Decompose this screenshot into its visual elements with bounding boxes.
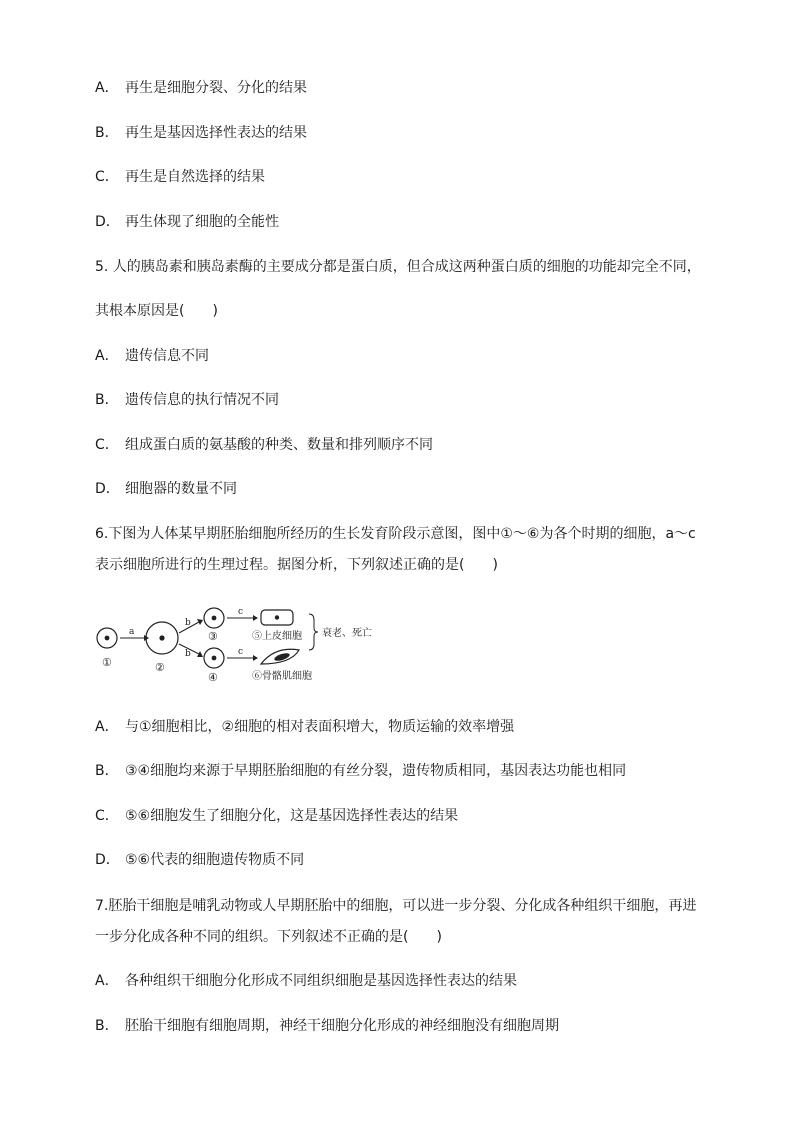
q7-option-a [95, 972, 517, 990]
q6-option-b [95, 762, 626, 780]
option-letter: C． [95, 437, 119, 453]
q5-option-c [95, 436, 433, 454]
label-c-up: c [238, 607, 244, 617]
cell-3-label: ③ [208, 630, 218, 643]
option-text: ③④细胞均来源于早期胚胎细胞的有丝分裂，遗传物质相同，基因表达功能也相同 [125, 763, 627, 779]
q5-stem-line1: 5. 人的胰岛素和胰岛素酶的主要成分都是蛋白质，但合成这两种蛋白质的细胞的功能却完全不同， [95, 259, 701, 275]
q5-option-b [95, 391, 279, 409]
option-letter: B． [95, 125, 119, 141]
option-letter: C． [95, 169, 119, 185]
cell-3-nucleus [212, 616, 217, 621]
label-c-down: c [238, 647, 244, 657]
cell-4-nucleus [212, 656, 217, 661]
option-letter: D． [95, 214, 120, 230]
q4-option-b [95, 124, 307, 142]
cell-development-diagram [95, 600, 395, 685]
option-text: 遗传信息的执行情况不同 [125, 392, 279, 408]
cell-5-label: ⑤上皮细胞 [252, 631, 302, 642]
option-text: 再生是基因选择性表达的结果 [125, 125, 307, 141]
q4-option-a [95, 79, 307, 97]
option-letter: A． [95, 973, 119, 989]
option-text: ⑤⑥代表的细胞遗传物质不同 [125, 852, 305, 868]
q7-stem-line2: 一步分化成各种不同的组织。下列叙述不正确的是( ) [95, 929, 442, 945]
option-letter: A． [95, 80, 119, 96]
q6-option-c [95, 807, 458, 825]
option-letter: B． [95, 1018, 119, 1034]
cell-5-nucleus [275, 615, 279, 619]
option-text: 再生是细胞分裂、分化的结果 [125, 80, 307, 96]
fate-label: 衰老、死亡 [322, 628, 372, 639]
label-b-up: b [185, 618, 191, 628]
q7-stem-line1: 7.胚胎干细胞是哺乳动物或人早期胚胎中的细胞，可以进一步分裂、分化成各种组织干细胞，再进 [95, 898, 697, 914]
option-letter: A． [95, 348, 119, 364]
option-letter: D． [95, 852, 120, 868]
option-letter: B． [95, 392, 119, 408]
q5-stem-line2: 其根本原因是( ) [95, 303, 218, 319]
cell-6-label: ⑥骨骼肌细胞 [252, 671, 312, 682]
option-letter: C． [95, 808, 119, 824]
option-text: 再生是自然选择的结果 [125, 169, 265, 185]
cell-1-nucleus [105, 636, 110, 641]
option-text: 细胞器的数量不同 [125, 481, 237, 497]
q6-option-a [95, 718, 514, 736]
option-text: 再生体现了细胞的全能性 [125, 214, 279, 230]
cell-6-nucleus [273, 652, 290, 663]
q4-option-d [95, 213, 279, 231]
label-b-down: b [185, 649, 191, 659]
q4-option-c [95, 168, 265, 186]
q5-option-a [95, 347, 209, 365]
option-letter: A． [95, 719, 119, 735]
cell-2-nucleus [159, 635, 164, 640]
option-letter: B． [95, 763, 119, 779]
option-text: 与①细胞相比，②细胞的相对表面积增大，物质运输的效率增强 [125, 719, 515, 735]
cell-4-label: ④ [208, 671, 218, 684]
q6-option-d [95, 851, 304, 869]
option-text: ⑤⑥细胞发生了细胞分化，这是基因选择性表达的结果 [125, 808, 459, 824]
option-text: 各种组织干细胞分化形成不同组织细胞是基因选择性表达的结果 [125, 973, 517, 989]
label-a: a [129, 627, 135, 637]
option-text: 遗传信息不同 [125, 348, 209, 364]
option-letter: D． [95, 481, 120, 497]
q6-stem-line1: 6.下图为人体某早期胚胎细胞所经历的生长发育阶段示意图，图中①～⑥为各个时期的细胞，a～c [95, 526, 696, 542]
option-text: 组成蛋白质的氨基酸的种类、数量和排列顺序不同 [125, 437, 433, 453]
q5-option-d [95, 480, 237, 498]
q6-stem-line2: 表示细胞所进行的生理过程。据图分析，下列叙述正确的是( ) [95, 557, 498, 573]
q7-option-b [95, 1017, 559, 1035]
cell-2-label: ② [155, 661, 165, 674]
option-text: 胚胎干细胞有细胞周期，神经干细胞分化形成的神经细胞没有细胞周期 [125, 1018, 559, 1034]
cell-1-label: ① [102, 656, 112, 669]
brace [309, 614, 318, 650]
